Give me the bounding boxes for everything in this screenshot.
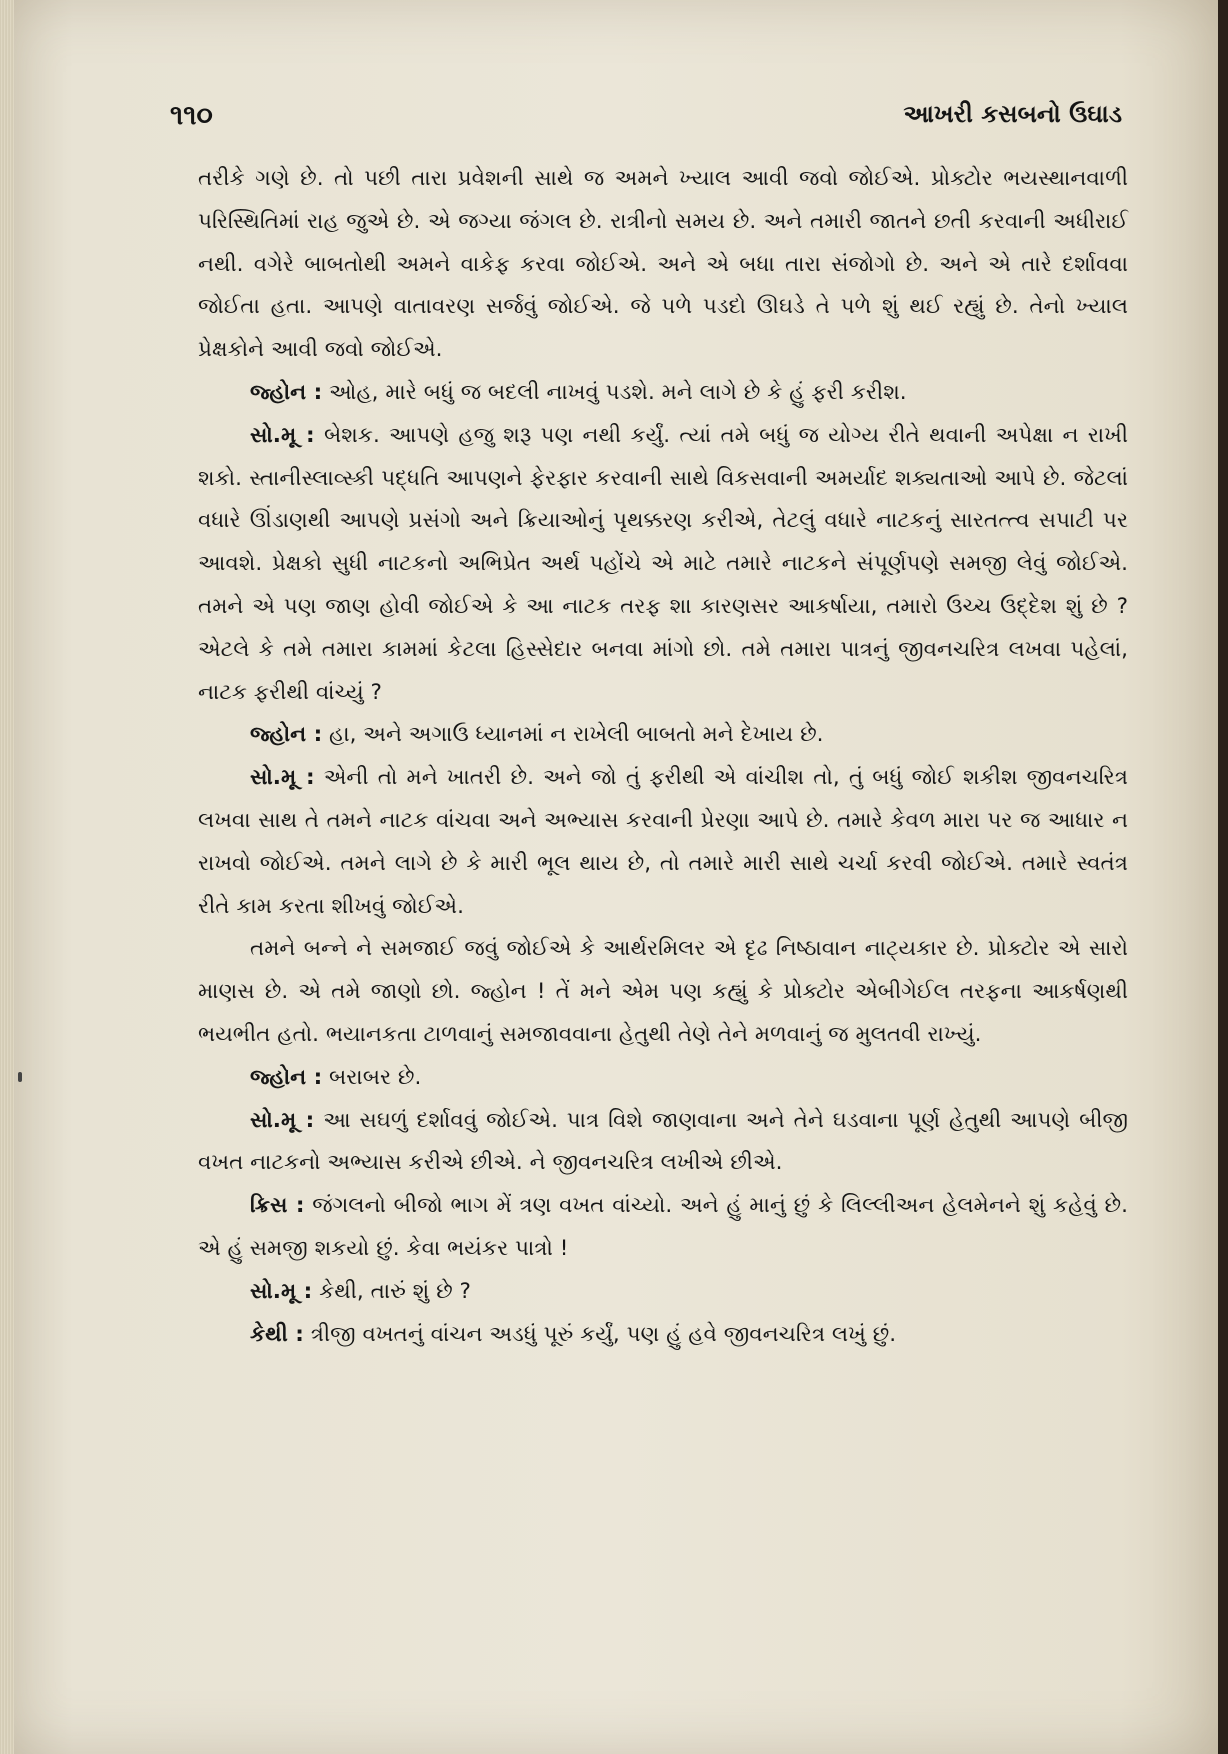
dialogue-line bbox=[198, 1100, 1128, 1186]
speaker-name: જ્હોન : bbox=[250, 1064, 323, 1090]
paragraph-text: તરીકે ગણે છે. તો પછી તારા પ્રવેશની સાથે જ અમને ખ્યાલ આવી જવો જોઈએ. પ્રોક્ટોર ભયસ્થાનવાળી પરિસ્થિતિમાં રાહ જુએ છે. એ જગ્યા જંગલ છે. રાત્રીનો સમય છે. અને તમારી જાતને છતી કરવાની અધીરાઈ નથી. વગેરે બાબતોથી અમને વાકેફ કરવા જોઈએ. અને એ બધા તારા સંજોગો છે. અને એ તારે દર્શાવવા જોઈતા હતા. આપણે વાતાવરણ સર્જવું જોઈએ. જે પળે પડદો ઊઘડે તે પળે શું થઈ રહ્યું છે. તેનો ખ્યાલ પ્રેક્ષકોને આવી જવો જોઈએ. bbox=[198, 166, 1128, 363]
speaker-name: સો.મૂ : bbox=[250, 422, 315, 448]
dialogue-text: હા, અને અગાઉ ધ્યાનમાં ન રાખેલી બાબતો મને દેખાય છે. bbox=[329, 722, 824, 748]
dialogue-text: આ સઘળું દર્શાવવું જોઈએ. પાત્ર વિશે જાણવાના અને તેને ઘડવાના પૂર્ણ હેતુથી આપણે બીજી વખત નાટકનો અભ્યાસ કરીએ છીએ. ને જીવનચરિત્ર લખીએ છીએ. bbox=[198, 1107, 1128, 1176]
dialogue-text: બરાબર છે. bbox=[329, 1064, 422, 1090]
speaker-name: સો.મૂ : bbox=[250, 765, 315, 791]
page-number: ૧૧૦ bbox=[170, 100, 213, 131]
paragraph-text: તમને બન્ને ને સમજાઈ જવું જોઈએ કે આર્થરમિલર એ દૃઢ નિષ્ઠાવાન નાટ્યકાર છે. પ્રોક્ટોર એ સારો માણસ છે. એ તમે જાણો છો. જ્હોન ! તેં મને એમ પણ કહ્યું કે પ્રોક્ટોર એબીગેઈલ તરફના આકર્ષણથી ભયભીત હતો. ભયાનકતા ટાળવાનું સમજાવવાના હેતુથી તેણે તેને મળવાનું જ મુલતવી રાખ્યું. bbox=[198, 936, 1128, 1047]
running-title: આખરી કસબનો ઉઘાડ bbox=[903, 100, 1122, 128]
dialogue-line bbox=[198, 714, 1128, 757]
speaker-name: જ્હોન : bbox=[250, 722, 323, 748]
dialogue-line bbox=[198, 1271, 1128, 1314]
page-edge bbox=[0, 0, 14, 1754]
dialogue-line bbox=[198, 415, 1128, 715]
speaker-name: ક્રિસ : bbox=[250, 1193, 305, 1219]
body-text bbox=[198, 158, 1128, 1356]
dialogue-text: કેથી, તારું શું છે ? bbox=[319, 1278, 471, 1304]
page-header bbox=[170, 100, 1122, 140]
speaker-name: સો.મૂ : bbox=[250, 1278, 313, 1304]
paragraph bbox=[198, 158, 1128, 372]
speaker-name: સો.મૂ : bbox=[250, 1107, 315, 1133]
speaker-name: કેથી : bbox=[250, 1321, 304, 1347]
dialogue-line bbox=[198, 1185, 1128, 1271]
margin-mark bbox=[18, 1072, 22, 1082]
paragraph bbox=[198, 928, 1128, 1056]
dialogue-line bbox=[198, 372, 1128, 415]
dialogue-line bbox=[198, 757, 1128, 928]
dialogue-line bbox=[198, 1057, 1128, 1100]
dialogue-text: એની તો મને ખાતરી છે. અને જો તું ફરીથી એ વાંચીશ તો, તું બધું જોઈ શકીશ જીવનચરિત્ર લખવા સાથ તે તમને નાટક વાંચવા અને અભ્યાસ કરવાની પ્રેરણા આપે છે. તમારે કેવળ મારા પર જ આધાર ન રાખવો જોઈએ. તમને લાગે છે કે મારી ભૂલ થાય છે, તો તમારે મારી સાથે ચર્ચા કરવી જોઈએ. તમારે સ્વતંત્ર રીતે કામ કરતા શીખવું જોઈએ. bbox=[198, 765, 1128, 919]
dialogue-text: જંગલનો બીજો ભાગ મેં ત્રણ વખત વાંચ્યો. અને હું માનું છું કે લિલ્લીઅન હેલમેનને શું કહેવું છે. એ હું સમજી શકયો છું. કેવા ભયંકર પાત્રો ! bbox=[198, 1193, 1129, 1261]
dialogue-text: બેશક. આપણે હજુ શરૂ પણ નથી કર્યું. ત્યાં તમે બધું જ યોગ્ય રીતે થવાની અપેક્ષા ન રાખી શકો. સ્તાનીસ્લાવ્સ્કી પદ્ધતિ આપણને ફેરફાર કરવાની સાથે વિકસવાની અમર્યાદ શક્યતાઓ આપે છે. જેટલાં વધારે ઊંડાણથી આપણે પ્રસંગો અને ક્રિયાઓનું પૃથક્કરણ કરીએ, તેટલું વધારે નાટકનું સારતત્ત્વ સપાટી પર આવશે. પ્રેક્ષકો સુધી નાટકનો અભિપ્રેત અર્થ પહોંચે એ માટે તમારે નાટકને સંપૂર્ણપણે સમજી લેવું જોઈએ. તમને એ પણ જાણ હોવી જોઈએ કે આ નાટક તરફ શા કારણસર આકર્ષાયા, તમારો ઉચ્ચ ઉદ્દેશ શું છે ? એટલે કે તમે તમારા કામમાં કેટલા હિસ્સેદાર બનવા માંગો છો. તમે તમારા પાત્રનું જીવનચરિત્ર લખવા પહેલાં, નાટક ફરીથી વાંચ્યું ? bbox=[198, 422, 1128, 705]
dialogue-text: ઓહ, મારે બધું જ બદલી નાખવું પડશે. મને લાગે છે કે હું ફરી કરીશ. bbox=[329, 379, 907, 405]
dialogue-text: ત્રીજી વખતનું વાંચન અડધું પૂરું કર્યું, પણ હું હવે જીવનચરિત્ર લખું છું. bbox=[310, 1321, 897, 1347]
dialogue-line bbox=[198, 1314, 1128, 1357]
speaker-name: જ્હોન : bbox=[250, 379, 323, 405]
